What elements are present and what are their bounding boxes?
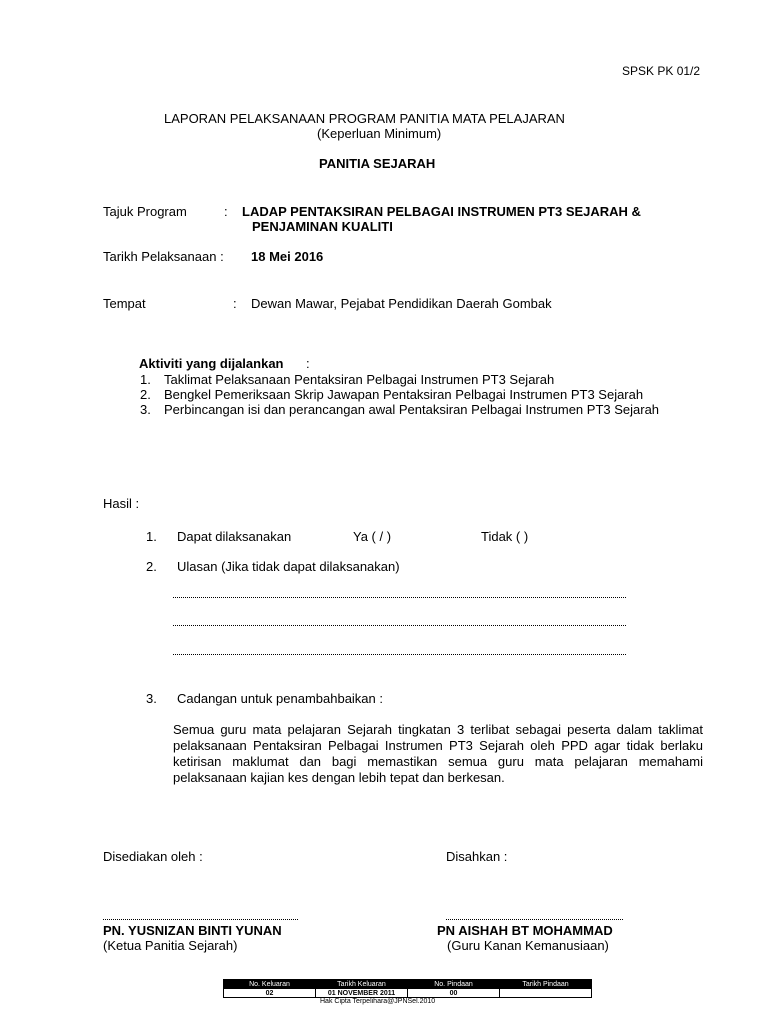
hasil-item-text: Dapat dilaksanakan [177, 529, 292, 544]
table-header-cell: No. Pindaan [408, 980, 500, 989]
ulasan-line[interactable] [173, 625, 626, 626]
activity-number: 1. [140, 372, 151, 387]
activity-item: Taklimat Pelaksanaan Pentaksiran Pelbagai Instrumen PT3 Sejarah [164, 372, 555, 387]
hasil-item-number: 3. [146, 691, 157, 706]
approved-by-name: PN AISHAH BT MOHAMMAD [437, 923, 613, 938]
activity-number: 3. [140, 402, 151, 417]
prepared-by-name: PN. YUSNIZAN BINTI YUNAN [103, 923, 282, 938]
table-header-cell: No. Keluaran [224, 980, 316, 989]
cadangan-paragraph: Semua guru mata pelajaran Sejarah tingkatan 3 terlibat sebagai peserta dalam taklimat pelaksanaan Pentaksiran Pelbagai Instrumen PT3 Sejarah oleh PPD agar tidak berlaku ketirisan maklumat dan bagi memastikan semua guru mata pelajaran memahami pelaksanaan kajian kes dengan lebih tepat dan berkesan. [173, 722, 703, 785]
prepared-by-label: Disediakan oleh : [103, 849, 203, 864]
tidak-checkbox[interactable]: Tidak ( ) [481, 529, 529, 544]
tempat-colon: : [233, 296, 237, 311]
table-cell: 02 [224, 989, 316, 998]
tempat-value: Dewan Mawar, Pejabat Pendidikan Daerah Gombak [251, 296, 552, 311]
copyright-notice: Hak Cipta Terpelihara@JPNSel.2010 [320, 998, 436, 1005]
activity-item: Bengkel Pemeriksaan Skrip Jawapan Pentaksiran Pelbagai Instrumen PT3 Sejarah [164, 387, 644, 402]
panel-name: PANITIA SEJARAH [319, 156, 436, 171]
table-cell [500, 989, 592, 998]
signature-line-right [446, 919, 623, 920]
table-cell: 00 [408, 989, 500, 998]
table-cell: 01 NOVEMBER 2011 [316, 989, 408, 998]
ya-checkbox[interactable]: Ya ( / ) [353, 529, 392, 544]
tajuk-value-line1: LADAP PENTAKSIRAN PELBAGAI INSTRUMEN PT3 SEJARAH & [242, 204, 641, 219]
tarikh-label: Tarikh Pelaksanaan : [103, 249, 224, 264]
ulasan-line[interactable] [173, 654, 626, 655]
document-control-table [223, 979, 592, 998]
hasil-item-number: 1. [146, 529, 157, 544]
activity-item: Perbincangan isi dan perancangan awal Pentaksiran Pelbagai Instrumen PT3 Sejarah [164, 402, 660, 417]
table-header-cell: Tarikh Keluaran [316, 980, 408, 989]
activity-number: 2. [140, 387, 151, 402]
activities-heading-colon: : [306, 356, 310, 371]
table-header-cell: Tarikh Pindaan [500, 980, 592, 989]
hasil-item-number: 2. [146, 559, 157, 574]
hasil-item-text: Ulasan (Jika tidak dapat dilaksanakan) [177, 559, 400, 574]
page-title: LAPORAN PELAKSANAAN PROGRAM PANITIA MATA PELAJARAN [164, 111, 565, 126]
page-subtitle: (Keperluan Minimum) [317, 126, 442, 141]
approved-by-role: (Guru Kanan Kemanusiaan) [447, 938, 609, 953]
tajuk-value-line2: PENJAMINAN KUALITI [252, 219, 393, 234]
activities-heading: Aktiviti yang dijalankan [139, 356, 284, 371]
approved-by-label: Disahkan : [446, 849, 508, 864]
signature-line-left [103, 919, 298, 920]
tajuk-colon: : [224, 204, 228, 219]
ulasan-line[interactable] [173, 597, 626, 598]
hasil-item-text: Cadangan untuk penambahbaikan : [177, 691, 383, 706]
tarikh-value: 18 Mei 2016 [251, 249, 324, 264]
document-code: SPSK PK 01/2 [622, 64, 701, 78]
tajuk-label: Tajuk Program [103, 204, 187, 219]
prepared-by-role: (Ketua Panitia Sejarah) [103, 938, 238, 953]
hasil-label: Hasil : [103, 496, 140, 511]
tempat-label: Tempat [103, 296, 146, 311]
